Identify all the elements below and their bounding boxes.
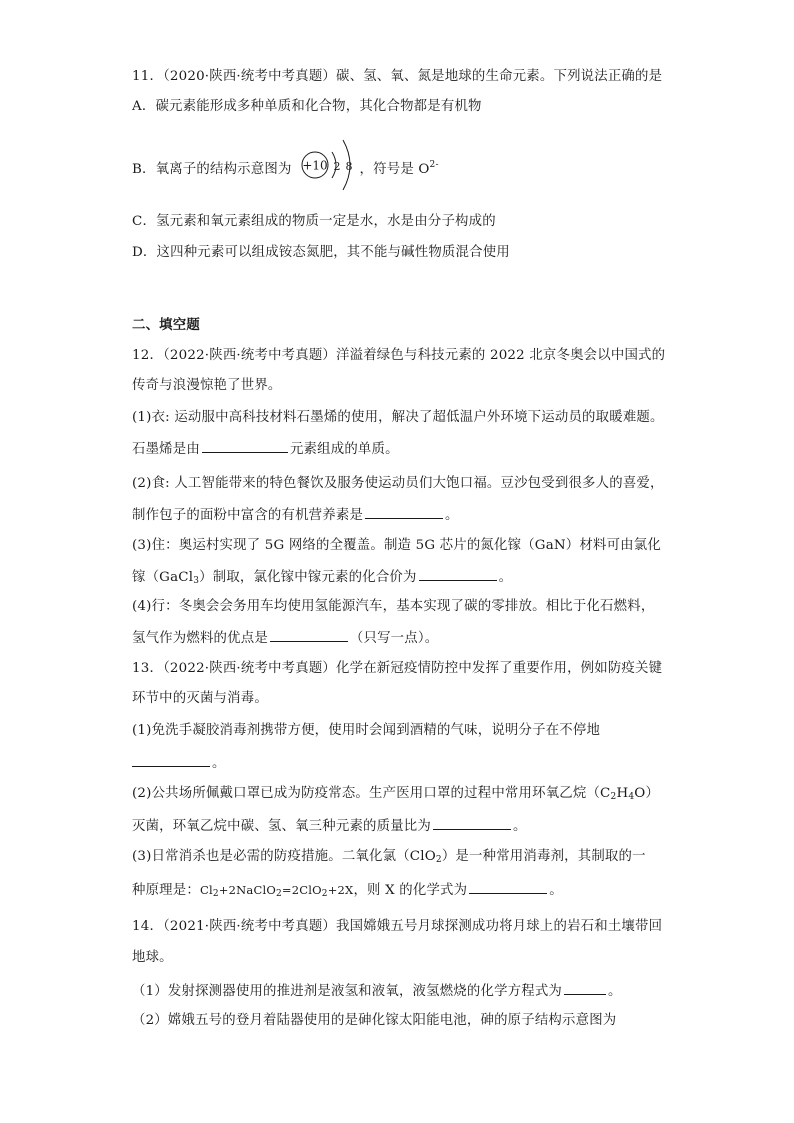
q14-stem-line2: 地球。 — [132, 950, 173, 965]
q13-part2-suffix: 。 — [513, 819, 527, 834]
q11-option-b-symbol: ，符号是 O — [359, 162, 430, 177]
q12-stem-line1: 12．（2022·陕西·统考中考真题）洋溢着绿色与科技元素的 2022 北京冬奥会以中国式的 — [132, 348, 666, 363]
q13-part2-prefix: (2)公共场所佩戴口罩已成为防疫常态。生产医用口罩的过程中常用环氧乙烷（C — [132, 786, 611, 801]
q12-part2-suffix: 。 — [445, 508, 459, 523]
q13-part2-text: 灭菌，环氧乙烷中碳、氢、氧三种元素的质量比为 — [132, 819, 431, 834]
shell-1-electrons: 2 — [333, 160, 341, 173]
q14-stem-line1: 14．（2021·陕西·统考中考真题）我国嫦娥五号月球探测成功将月球上的岩石和土壤带回 — [132, 919, 663, 934]
q11-option-b — [132, 155, 439, 180]
q11-stem: 11．（2020·陕西·统考中考真题）碳、氢、氧、氮是地球的生命元素。下列说法正确的是 — [132, 69, 663, 84]
q13-part3-line2 — [132, 879, 563, 904]
q12-part3-subscript: 3 — [193, 576, 200, 586]
chemical-equation — [200, 883, 354, 897]
q12-part2-line1: (2)食: 人工智能带来的特色餐饮及服务使运动员们大饱口福。豆沙包受到很多人的喜爱， — [132, 476, 664, 491]
q13-stem-line1: 13．（2022·陕西·统考中考真题）化学在新冠疫情防控中发挥了重要作用，例如防疫关键 — [132, 661, 663, 676]
eq-term: +2X — [327, 883, 354, 897]
answer-blank[interactable] — [419, 566, 497, 581]
q13-part3-end: 。 — [549, 883, 563, 898]
q13-part1-line1: (1)免洗手凝胶消毒剂携带方便，使用时会闻到酒精的气味，说明分子在不停地 — [132, 723, 601, 738]
q12-part1-line1: (1)衣: 运动服中高科技材料石墨烯的使用，解决了超低温户外环境下运动员的取暖难题。 — [132, 410, 664, 425]
q13-part2-line2 — [132, 815, 527, 837]
q13-stem-line2: 环节中的灭菌与消毒。 — [132, 691, 268, 706]
q12-stem-line2: 传奇与浪漫惊艳了世界。 — [132, 378, 282, 393]
q13-part3-text: 种原理是： — [132, 883, 200, 898]
q12-part3-line2 — [132, 566, 512, 591]
q14-part1 — [132, 980, 622, 1002]
answer-blank[interactable] — [469, 879, 547, 894]
subscript: 2 — [212, 889, 219, 899]
subscript: 2 — [321, 889, 328, 899]
q13-part3-line1 — [132, 847, 646, 870]
shell-2-electrons: 8 — [345, 160, 353, 173]
formula-part: O） — [634, 786, 660, 801]
q12-part4-prefix: 氢气作为燃料的优点是 — [132, 631, 268, 646]
nucleus-charge: +10 — [302, 158, 328, 173]
answer-blank[interactable] — [202, 438, 288, 453]
q14-part1-suffix: 。 — [608, 984, 622, 999]
q12-part1-line2 — [132, 438, 399, 460]
q14-part2: （2）嫦娥五号的登月着陆器使用的是砷化镓太阳能电池，砷的原子结构示意图为 — [132, 1013, 617, 1028]
subscript: 2 — [275, 889, 282, 899]
subscript: 2 — [610, 792, 617, 802]
q11-option-b-charge: 2- — [429, 160, 439, 170]
q12-part2-prefix: 制作包子的面粉中富含的有机营养素是 — [132, 508, 364, 523]
formula-part: H — [616, 786, 629, 801]
q11-option-b-text: B．氧离子的结构示意图为 — [132, 162, 292, 177]
eq-term: Cl — [199, 883, 213, 897]
q12-part1-suffix: 元素组成的单质。 — [289, 442, 399, 457]
q13-part1-suffix: 。 — [212, 756, 226, 771]
q12-part3-prefix: 镓（GaCl — [132, 570, 194, 585]
q13-part2-line1 — [132, 784, 659, 807]
q12-part3-line1: (3)住：奥运村实现了 5G 网络的全覆盖。制造 5G 芯片的氮化镓（GaN）材料可由氯化 — [132, 538, 661, 553]
q12-part3-mid: ）制取，氯化镓中镓元素的化合价为 — [199, 570, 417, 585]
q14-part1-text: （1）发射探测器使用的推进剂是液氢和液氧，液氢燃烧的化学方程式为 — [132, 984, 563, 999]
q12-part4-line1: (4)行：冬奥会会务用车均使用氢能源汽车，基本实现了碳的零排放。相比于化石燃料， — [132, 599, 655, 614]
q13-part3-prefix: (3)日常消杀也是必需的防疫措施。二氧化氯（ClO — [132, 849, 436, 864]
answer-blank[interactable] — [564, 980, 606, 995]
q12-part4-suffix: （只写一点）。 — [349, 631, 439, 646]
q13-part3-suffix: ）是一种常用消毒剂，其制取的一 — [441, 849, 646, 864]
q12-part2-line2 — [132, 504, 459, 526]
q11-option-c: C．氢元素和氧元素组成的物质一定是水，水是由分子构成的 — [132, 214, 496, 229]
answer-blank[interactable] — [433, 815, 511, 830]
q13-part3-mid: ，则 X 的化学式为 — [353, 883, 468, 898]
q12-part1-prefix: 石墨烯是由 — [132, 442, 200, 457]
answer-blank[interactable] — [270, 627, 348, 642]
eq-term: =2ClO — [281, 883, 322, 897]
eq-term: +2NaClO — [218, 883, 276, 897]
q11-option-d: D．这四种元素可以组成铵态氮肥，其不能与碱性物质混合使用 — [132, 245, 510, 260]
answer-blank[interactable] — [132, 752, 210, 767]
subscript: 4 — [628, 792, 635, 802]
q12-part4-line2 — [132, 627, 438, 649]
q12-part3-suffix: 。 — [498, 570, 513, 585]
q13-part1-line2 — [132, 752, 226, 774]
q11-option-a: A．碳元素能形成多种单质和化合物，其化合物都是有机物 — [132, 99, 482, 114]
subscript: 2 — [435, 855, 442, 865]
section-title: 二、填空题 — [132, 318, 200, 333]
answer-blank[interactable] — [365, 504, 443, 519]
oxygen-ion-structure-diagram — [297, 130, 363, 200]
